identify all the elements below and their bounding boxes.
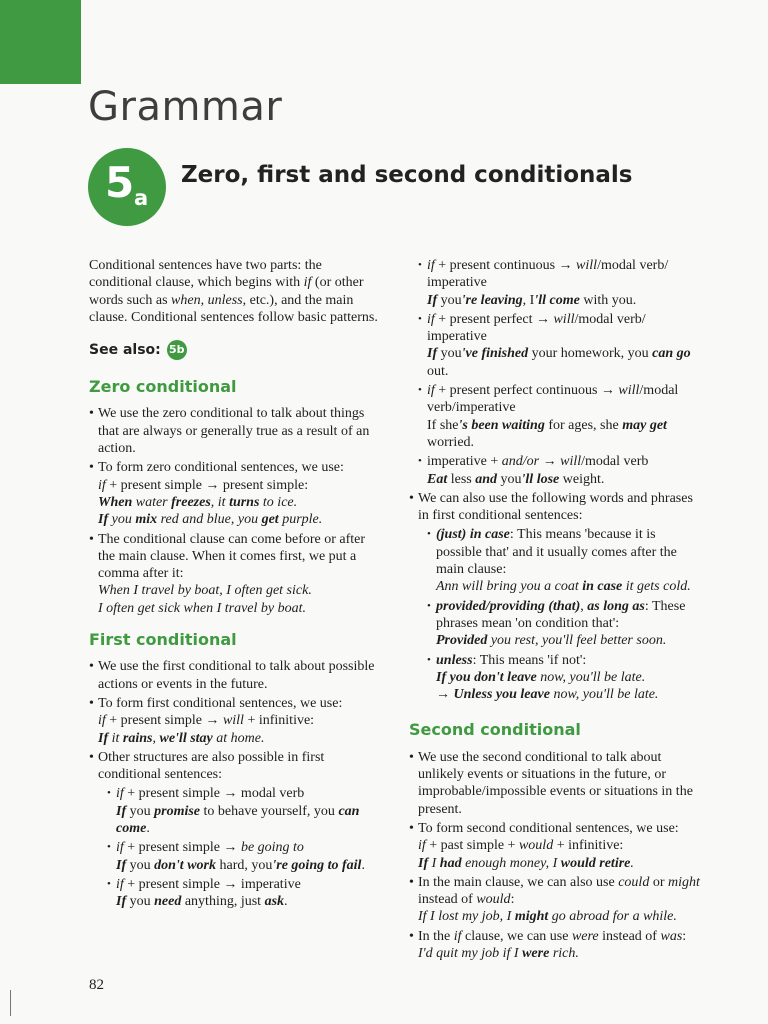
- list-item: • if + present perfect → will/modal verb/ imperative If you've finished your homework, you can go out.: [409, 311, 701, 380]
- list-item: • Other structures are also possible in first conditional sentences: • if + present simple → modal verb If you promise to behave yourself, you can come. • if + present simple → be going to If you don't work hard, you're going to fail. • if + present simple → imperative If you need anything, just ask.: [89, 749, 379, 911]
- section-title: Zero, first and second conditionals: [181, 162, 633, 188]
- list-item: • imperative + and/or → will/modal verb Eat less and you'll lose weight.: [409, 453, 701, 488]
- first-conditional-heading: First conditional: [89, 630, 237, 650]
- unit-badge-number: 5: [105, 158, 135, 207]
- list-item: • To form second conditional sentences, we use: if + past simple + would + infinitive: If I had enough money, I would retire.: [409, 820, 701, 872]
- first-conditional-list-continued: [409, 257, 701, 488]
- left-column: [89, 257, 379, 913]
- zero-conditional-list: [89, 405, 379, 617]
- first-conditional-phrases: [409, 490, 701, 704]
- list-item: • To form zero conditional sentences, we use: if + present simple → present simple: When water freezes, it turns to ice. If you mix red and blue, you get purple.: [89, 459, 379, 528]
- list-item: • We can also use the following words and phrases in first conditional sentences: • (just) in case: This means 'because it is possible that' and it usually comes after the main clause: Ann will bring you a coat in case it gets cold. • provided/providing (that), as long as: These phrases mean 'on condition that': Provided you rest, you'll feel better soon. • unless: This means 'if not': If you don't leave now, you'll be late. → Unless you leave now, you'll be late.: [409, 490, 701, 704]
- list-item: • if + present simple → modal verb If you promise to behave yourself, you can come.: [98, 785, 379, 837]
- second-conditional-list: [409, 749, 701, 963]
- see-also-link[interactable]: 5b: [167, 340, 187, 360]
- list-item: • if + present continuous → will/modal verb/ imperative If you're leaving, I'll come with you.: [409, 257, 701, 309]
- intro-text: Conditional sentences have two parts: the conditional clause, which begins with if (or other words such as when, unless, etc.), and the main clause. Conditional sentences follow basic patterns.: [89, 258, 378, 325]
- list-item: • To form first conditional sentences, we use: if + present simple → will + infinitive: If it rains, we'll stay at home.: [89, 695, 379, 747]
- list-item: • if + present simple → imperative If you need anything, just ask.: [98, 876, 379, 911]
- list-item: • We use the second conditional to talk about unlikely events or situations in the future, or improbable/impossible events or situations in the present.: [409, 749, 701, 818]
- list-item: • if + present perfect continuous → will/modal verb/imperative If she's been waiting for ages, she may get worried.: [409, 382, 701, 451]
- list-item: • In the if clause, we can use were instead of was: I'd quit my job if I were rich.: [409, 928, 701, 963]
- chapter-tab: [0, 0, 81, 84]
- list-item: • provided/providing (that), as long as: These phrases mean 'on condition that': Provided you rest, you'll feel better soon.: [418, 598, 701, 650]
- list-item: • We use the zero conditional to talk about things that are always or generally true as a result of an action.: [89, 405, 379, 457]
- list-item: • In the main clause, we can also use could or might instead of would: If I lost my job, I might go abroad for a while.: [409, 874, 701, 926]
- see-also: [89, 340, 379, 360]
- page-number: 82: [89, 977, 104, 993]
- right-column: [409, 257, 701, 964]
- list-item: • unless: This means 'if not': If you don't leave now, you'll be late. → Unless you leave now, you'll be late.: [418, 652, 701, 704]
- unit-badge-letter: a: [134, 186, 149, 210]
- list-item: • if + present simple → be going to If you don't work hard, you're going to fail.: [98, 839, 379, 874]
- list-item: • The conditional clause can come before or after the main clause. When it comes first, we put a comma after it: When I travel by boat, I often get sick. I often get sick when I travel by boat.: [89, 531, 379, 617]
- page-title: Grammar: [88, 84, 283, 130]
- see-also-label: See also:: [89, 341, 161, 358]
- unit-badge: [88, 148, 166, 226]
- zero-conditional-heading: Zero conditional: [89, 377, 237, 397]
- margin-mark: [10, 990, 11, 1016]
- first-conditional-list: [89, 658, 379, 910]
- list-item: • We use the first conditional to talk about possible actions or events in the future.: [89, 658, 379, 693]
- list-item: • (just) in case: This means 'because it is possible that' and it usually comes after the main clause: Ann will bring you a coat in case it gets cold.: [418, 526, 701, 595]
- second-conditional-heading: Second conditional: [409, 720, 581, 740]
